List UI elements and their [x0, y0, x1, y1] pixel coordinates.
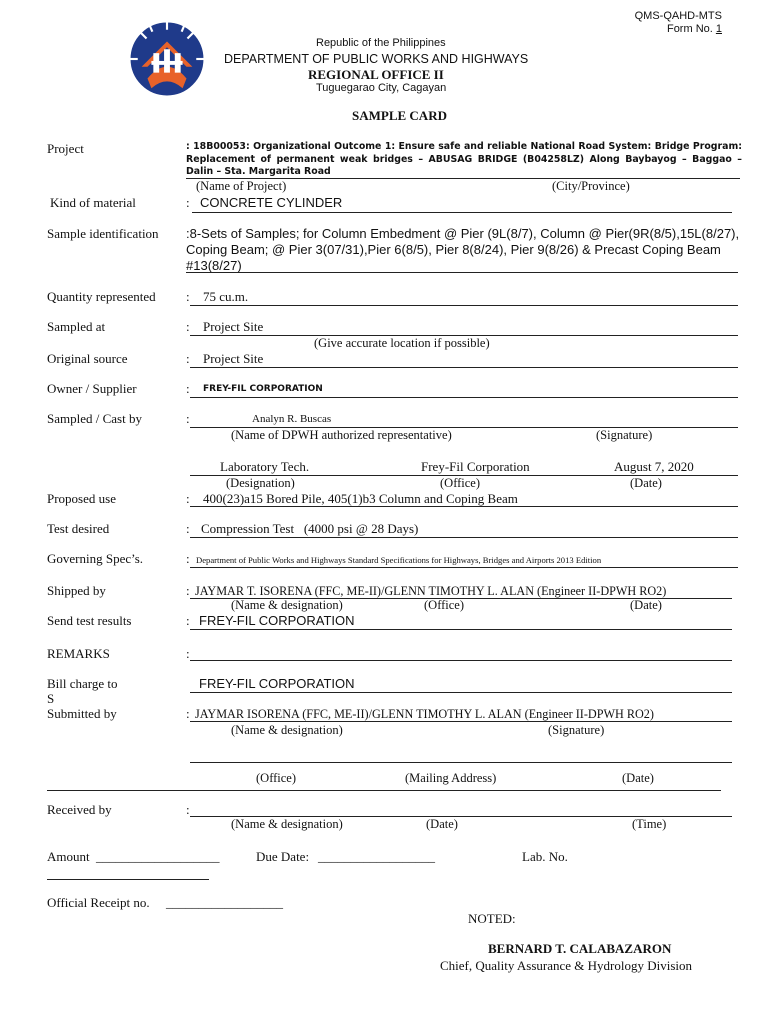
- sampled-by-label: Sampled / Cast by: [47, 411, 142, 426]
- shipped-by-value: JAYMAR T. ISORENA (FFC, ME-II)/GLENN TIMOTHY L. ALAN (Engineer II-DPWH RO2): [195, 584, 667, 598]
- test-desired-colon: :: [186, 521, 190, 536]
- submitted-by-date-caption: (Date): [622, 771, 654, 785]
- lab-no-underline: [47, 879, 209, 880]
- form-number: [667, 23, 722, 35]
- spec-underline: [190, 567, 738, 568]
- shipped-by-name-caption: (Name & designation): [231, 598, 343, 612]
- submitted-by-mailing-caption: (Mailing Address): [405, 771, 497, 785]
- form-number-label: Form No.: [666, 23, 713, 35]
- submitted-by-value: JAYMAR ISORENA (FFC, ME-II)/GLENN TIMOTHY L. ALAN (Engineer II-DPWH RO2): [195, 707, 654, 721]
- bill-charge-value: FREY-FIL CORPORATION: [199, 676, 355, 691]
- shipped-by-office-caption: (Office): [424, 598, 465, 612]
- due-date-blank: __________________: [318, 849, 435, 864]
- kind-value: CONCRETE CYLINDER: [200, 195, 343, 210]
- bill-charge-underline: [190, 692, 732, 693]
- republic-line: Republic of the Philippines: [316, 37, 446, 49]
- submitted-by-office-caption: (Office): [256, 771, 297, 785]
- owner-underline: [190, 397, 738, 398]
- project-value: : 18B00053: Organizational Outcome 1: Ensure safe and reliable National Road System: Bridge Program: Replacement of permanent weak bridges – ABUSAG BRIDGE (B04258LZ) Along Baybayog – Baggao – Dalin – Sta. Margarita Road: [186, 141, 742, 177]
- card-title: SAMPLE CARD: [352, 108, 447, 123]
- ident-label: Sample identification: [47, 226, 159, 241]
- kind-label: Kind of material: [50, 195, 136, 210]
- kind-colon: :: [186, 195, 190, 210]
- quantity-underline: [190, 305, 738, 306]
- sampled-by-colon: :: [186, 411, 190, 426]
- amount-label: Amount: [47, 849, 90, 864]
- sampled-by-designation: Laboratory Tech.: [220, 459, 310, 474]
- spec-label: Governing Spec’s.: [47, 551, 144, 566]
- source-value: Project Site: [203, 351, 264, 366]
- test-desired-value: Compression Test (4000 psi @ 28 Days): [201, 521, 419, 536]
- bill-charge-label: Bill charge to: [47, 676, 118, 691]
- designation-caption: (Designation): [226, 476, 295, 490]
- remarks-underline: [190, 660, 732, 661]
- form-number-value: 1: [715, 23, 722, 35]
- sampled-at-colon: :: [186, 319, 190, 334]
- ident-value: :8-Sets of Samples; for Column Embedment @ Pier (9L(8/7), Column @ Pier(9R(8/5),15L(8/27), Coping Beam; @ Pier 3(07/31),Pier 6(8/5), Pier 8(8/24), Pier 9(8/26) & Precast Coping Beam #13(8/27): [186, 226, 740, 273]
- sampled-by-name-caption: (Name of DPWH authorized representative): [231, 428, 452, 442]
- quantity-colon: :: [186, 289, 190, 304]
- submitted-by-colon: :: [186, 706, 190, 721]
- sampled-at-label: Sampled at: [47, 319, 106, 334]
- noted-name: BERNARD T. CALABAZARON: [488, 941, 672, 956]
- submitted-by-address-underline: [47, 790, 721, 791]
- send-results-colon: :: [186, 613, 190, 628]
- dpwh-seal-logo: [128, 20, 206, 98]
- sampled-at-value: Project Site: [203, 319, 264, 334]
- source-colon: :: [186, 351, 190, 366]
- sampled-by-office: Frey-Fil Corporation: [421, 459, 530, 474]
- received-by-name-caption: (Name & designation): [231, 817, 343, 831]
- submitted-by-name-caption: (Name & designation): [231, 723, 343, 737]
- owner-colon: :: [186, 381, 190, 396]
- source-underline: [190, 367, 738, 368]
- sampled-by-signature-caption: (Signature): [596, 428, 653, 442]
- due-date-label: Due Date:: [256, 849, 310, 864]
- shipped-by-colon: :: [186, 583, 190, 598]
- sampled-by-value: Analyn R. Buscas: [252, 413, 332, 425]
- submitted-by-signature-caption: (Signature): [548, 723, 605, 737]
- submitted-by-office-line: [190, 762, 732, 763]
- owner-value: FREY-FIL CORPORATION: [203, 384, 323, 394]
- shipped-by-label: Shipped by: [47, 583, 106, 598]
- received-by-label: Received by: [47, 802, 112, 817]
- submitted-by-underline: [190, 721, 732, 722]
- send-results-underline: [190, 629, 732, 630]
- source-label: Original source: [47, 351, 128, 366]
- office-caption: (Office): [440, 476, 481, 490]
- shipped-by-date-caption: (Date): [630, 598, 662, 612]
- project-city-caption: (City/Province): [552, 179, 630, 193]
- test-desired-label: Test desired: [47, 521, 110, 536]
- sampled-by-date: August 7, 2020: [614, 459, 694, 474]
- proposed-use-underline: [190, 506, 738, 507]
- spec-value: Department of Public Works and Highways Standard Specifications for Highways, Bridges and Airports 2013 Edition: [196, 555, 602, 565]
- department-name: DEPARTMENT OF PUBLIC WORKS AND HIGHWAYS: [224, 52, 529, 66]
- received-by-time-caption: (Time): [632, 817, 667, 831]
- noted-position: Chief, Quality Assurance & Hydrology Division: [440, 958, 693, 973]
- quantity-label: Quantity represented: [47, 289, 156, 304]
- received-by-colon: :: [186, 802, 190, 817]
- proposed-use-colon: :: [186, 491, 190, 506]
- remarks-label: REMARKS: [47, 646, 110, 661]
- owner-label: Owner / Supplier: [47, 381, 137, 396]
- project-label: Project: [47, 141, 84, 156]
- receipt-blank: __________________: [166, 895, 283, 910]
- quantity-value: 75 cu.m.: [203, 289, 249, 304]
- send-results-label: Send test results: [47, 613, 132, 628]
- sampled-at-caption: (Give accurate location if possible): [314, 336, 490, 350]
- spec-colon: :: [186, 551, 190, 566]
- receipt-label: Official Receipt no.: [47, 895, 150, 910]
- ident-underline: [186, 272, 738, 273]
- test-desired-underline: [190, 537, 738, 538]
- kind-underline: [192, 212, 732, 213]
- bill-charge-label-s: S: [47, 691, 55, 706]
- office-city: Tuguegarao City, Cagayan: [316, 82, 447, 94]
- lab-no-label: Lab. No.: [522, 849, 568, 864]
- form-code: QMS-QAHD-MTS: [634, 10, 722, 22]
- noted-label: NOTED:: [468, 911, 516, 926]
- proposed-use-value: 400(23)a15 Bored Pile, 405(1)b3 Column and Coping Beam: [203, 491, 518, 506]
- date-caption: (Date): [630, 476, 662, 490]
- regional-office: REGIONAL OFFICE II: [308, 67, 444, 82]
- project-name-caption: (Name of Project): [196, 179, 287, 193]
- received-by-date-caption: (Date): [426, 817, 458, 831]
- submitted-by-label: Submitted by: [47, 706, 117, 721]
- send-results-value: FREY-FIL CORPORATION: [199, 613, 355, 628]
- amount-blank: ___________________: [96, 849, 220, 864]
- proposed-use-label: Proposed use: [47, 491, 116, 506]
- remarks-colon: :: [186, 646, 190, 661]
